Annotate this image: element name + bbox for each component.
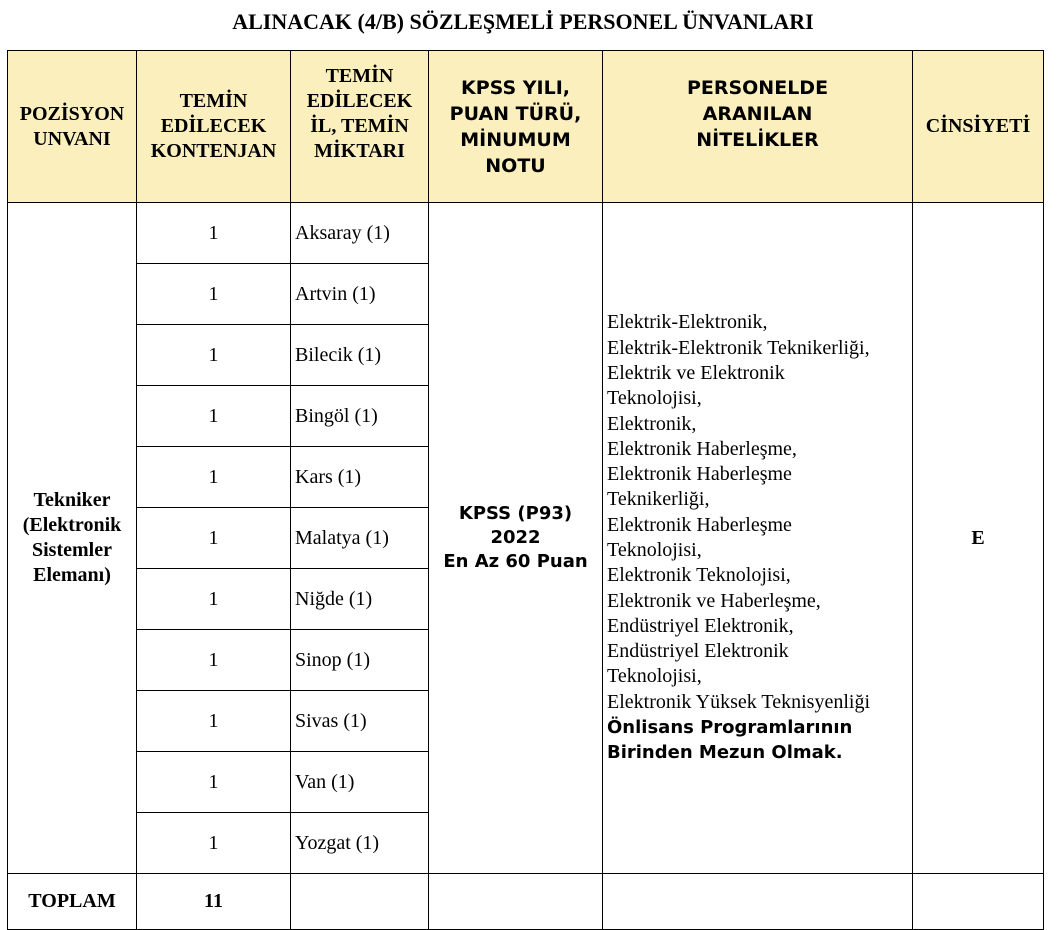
- province-cell: Van (1): [291, 752, 429, 813]
- kpss-cell: KPSS (P93) 2022 En Az 60 Puan: [429, 203, 603, 874]
- header-province: TEMİN EDİLECEK İL, TEMİN MİKTARI: [291, 51, 429, 203]
- province-cell: Kars (1): [291, 447, 429, 508]
- qualification-line: Teknolojisi,: [607, 387, 702, 410]
- position-title-cell: Tekniker (Elektronik Sistemler Elemanı): [8, 203, 137, 874]
- empty-cell: [291, 874, 429, 930]
- qualification-line: Teknikerliği,: [607, 488, 710, 511]
- quota-cell: 1: [137, 203, 291, 264]
- quota-cell: 1: [137, 813, 291, 874]
- quota-cell: 1: [137, 752, 291, 813]
- qualification-line: Elektrik ve Elektronik: [607, 361, 785, 384]
- quota-cell: 1: [137, 325, 291, 386]
- empty-cell: [913, 874, 1044, 930]
- qualification-line: Elektronik Haberleşme: [607, 513, 792, 536]
- province-cell: Sivas (1): [291, 691, 429, 752]
- personnel-table: [7, 50, 1044, 930]
- header-position-title: POZİSYON UNVANI: [8, 51, 137, 203]
- empty-cell: [603, 874, 913, 930]
- qualification-line: Teknolojisi,: [607, 539, 702, 561]
- total-row: [8, 874, 1044, 930]
- document-title: ALINACAK (4/B) SÖZLEŞMELİ PERSONEL ÜNVANLARI: [232, 9, 814, 34]
- header-gender: CİNSİYETİ: [913, 51, 1044, 203]
- qualification-line: Endüstriyel Elektronik,: [607, 614, 794, 637]
- qualification-line: Elektronik Yüksek Teknisyenliği: [607, 690, 871, 713]
- province-cell: Niğde (1): [291, 569, 429, 630]
- qualifications-cell: [603, 203, 913, 874]
- province-cell: Bingöl (1): [291, 386, 429, 447]
- header-quota: TEMİN EDİLECEK KONTENJAN: [137, 51, 291, 203]
- qualification-line: Teknolojisi,: [607, 665, 702, 688]
- qualification-requirement: Önlisans Programlarının: [607, 717, 853, 739]
- quota-cell: 1: [137, 691, 291, 752]
- qualification-line: Elektronik ve Haberleşme,: [607, 589, 821, 612]
- total-label: TOPLAM: [8, 874, 137, 930]
- quota-cell: 1: [137, 630, 291, 691]
- qualification-line: Endüstriyel Elektronik: [607, 640, 789, 663]
- qualification-requirement: Birinden Mezun Olmak.: [607, 742, 843, 764]
- province-cell: Sinop (1): [291, 630, 429, 691]
- header-kpss: KPSS YILI, PUAN TÜRÜ, MİNUMUM NOTU: [429, 51, 603, 203]
- qualification-line: Elektronik,: [607, 412, 697, 435]
- province-cell: Bilecik (1): [291, 325, 429, 386]
- province-cell: Malatya (1): [291, 508, 429, 569]
- total-value: 11: [137, 874, 291, 930]
- qualification-line: Elektronik Teknolojisi,: [607, 564, 791, 587]
- quota-cell: 1: [137, 447, 291, 508]
- quota-cell: 1: [137, 508, 291, 569]
- header-qualifications: PERSONELDE ARANILAN NİTELİKLER: [603, 51, 913, 203]
- quota-cell: 1: [137, 386, 291, 447]
- province-cell: Artvin (1): [291, 264, 429, 325]
- header-row: [8, 51, 1044, 203]
- qualification-line: Elektronik Haberleşme: [607, 463, 792, 486]
- quota-cell: 1: [137, 264, 291, 325]
- province-cell: Yozgat (1): [291, 813, 429, 874]
- quota-cell: 1: [137, 569, 291, 630]
- qualification-line: Elektrik-Elektronik Teknikerliği,: [607, 336, 870, 359]
- table-row: [8, 203, 1044, 264]
- province-cell: Aksaray (1): [291, 203, 429, 264]
- empty-cell: [429, 874, 603, 930]
- gender-cell: E: [913, 203, 1044, 874]
- qualification-line: Elektronik Haberleşme,: [607, 437, 797, 460]
- qualification-line: Elektrik-Elektronik,: [607, 311, 768, 334]
